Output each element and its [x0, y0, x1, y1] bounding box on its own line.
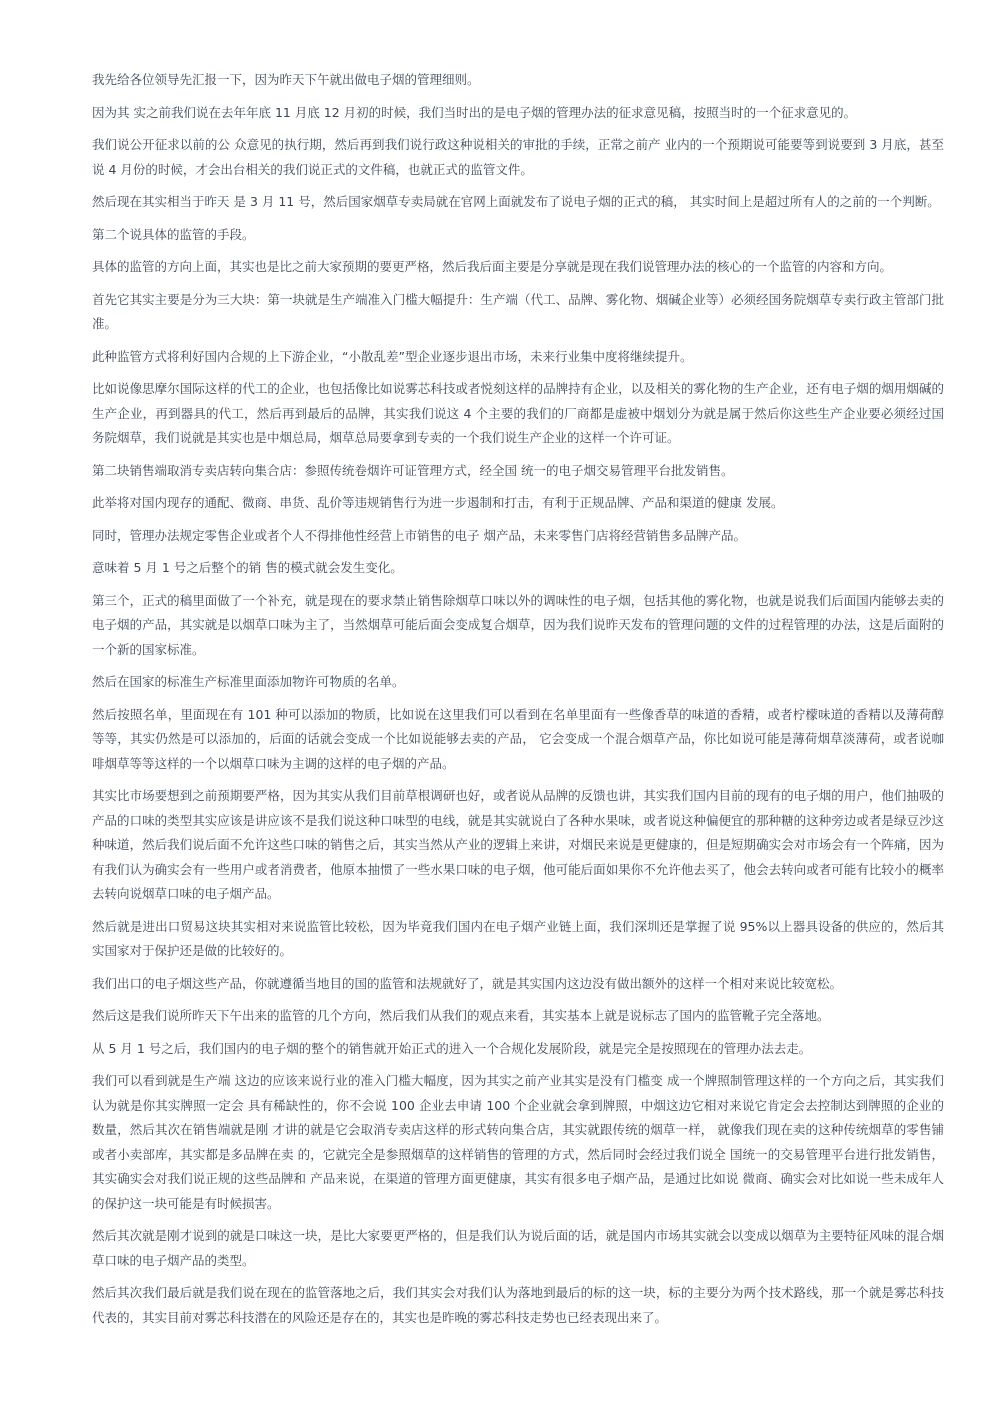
paragraph-21: 从 5 月 1 号之后，我们国内的电子烟的整个的销售就开始正式的进入一个合规化发展阶段，就是完全是按照现在的管理办法去走。: [92, 1040, 812, 1056]
paragraph-17: 其实比市场要想到之前预期要严格，因为其实从我们目前草根调研也好，或者说从品牌的反馈也讲，其实我们国内目前的现有的电子烟的用户，他们抽吸的产品的口味的类型其实应该是讲应该不是我们说这种口味型的电线，就是其实就说白了各种水果味，或者说这种偏便宜的那种糖的这种旁边或者是绿豆沙这种味道，然后我们说后面不允许这些口味的销售之后，其实当然从产业的逻辑上来讲，对烟民来说是更健康的，但是短期确实会对市场会有一个阵痛，因为有我们认为确实会有一些用户或者消费者，他原本抽惯了一些水果口味的电子烟，他可能后面如果你不允许他去买了，他会去转向或者可能有比较小的概率去转向说烟草口味的电子烟产品。: [92, 788, 944, 901]
paragraph-5: 第二个说具体的监管的手段。: [92, 226, 255, 242]
paragraph-8: 此种监管方式将利好国内合规的上下游企业，“小散乱差”型企业逐步退出市场，未来行业集中度将继续提升。: [92, 348, 693, 364]
paragraph-2: 因为其 实之前我们说在去年年底 11 月底 12 月初的时候，我们当时出的是电子烟的管理办法的征求意见稿，按照当时的一个征求意见的。: [92, 104, 857, 120]
paragraph-6: 具体的监管的方向上面，其实也是比之前大家预期的要更严格，然后我后面主要是分享就是现在我们说管理办法的核心的一个监管的内容和方向。: [92, 259, 893, 274]
document-body: [92, 68, 944, 1338]
paragraph-11: 此举将对国内现存的通配、微商、串货、乱价等违规销售行为进一步遏制和打击，有利于正规品牌、产品和渠道的健康 发展。: [92, 495, 784, 510]
paragraph-20: 然后这是我们说所昨天下午出来的监管的几个方向，然后我们从我们的观点来看，其实基本上就是说标志了国内的监管靴子完全落地。: [92, 1008, 830, 1023]
paragraph-1: 我先给各位领导先汇报一下，因为昨天下午就出做电子烟的管理细则。: [92, 72, 480, 87]
paragraph-9: 比如说像思摩尔国际这样的代工的企业，也包括像比如说雾芯科技或者悦刻这样的品牌持有企业，以及相关的雾化物的生产企业，还有电子烟的烟用烟碱的生产企业，再到器具的代工，然后再到最后的品牌，其实我们说这 4 个主要的我们的厂商都是虚被中烟划分为就是属于然后你这些生产企业要必须经过国务院烟草，我们说就是其实也是中烟总局，烟草总局要拿到专卖的一个我们说生产企业的这样一个许可证。: [92, 381, 944, 445]
paragraph-14: 第三个，正式的稿里面做了一个补充，就是现在的要求禁止销售除烟草口味以外的调味性的电子烟，包括其他的雾化物，也就是说我们后面国内能够去卖的电子烟的产品，其实就是以烟草口味为主了，当然烟草可能后面会变成复合烟草，因为我们说昨天发布的管理问题的文件的过程管理的办法，这是后面附的一个新的国家标准。: [92, 592, 944, 657]
paragraph-15: 然后在国家的标准生产标准里面添加物许可物质的名单。: [92, 674, 405, 689]
paragraph-7: 首先它其实主要是分为三大块：第一块就是生产端准入门槛大幅提升：生产端（代工、品牌、雾化物、烟碱企业等）必须经国务院烟草专卖行政主管部门批准。: [92, 291, 944, 331]
paragraph-12: 同时，管理办法规定零售企业或者个人不得排他性经营上市销售的电子 烟产品，未来零售门店将经营销售多品牌产品。: [92, 527, 746, 543]
paragraph-13: 意味着 5 月 1 号之后整个的销 售的模式就会发生变化。: [92, 560, 403, 575]
paragraph-4: 然后现在其实相当于昨天 是 3 月 11 号，然后国家烟草专卖局就在官网上面就发布了说电子烟的正式的稿， 其实时间上是超过所有人的之前的一个判断。: [92, 194, 940, 209]
paragraph-19: 我们出口的电子烟这些产品，你就遵循当地目的国的监管和法规就好了，就是其实国内这边没有做出额外的这样一个相对来说比较宽松。: [92, 975, 843, 991]
paragraph-23: 然后其次就是刚才说到的就是口味这一块，是比大家要更严格的，但是我们认为说后面的话，就是国内市场其实就会以变成以烟草为主要特征风味的混合烟草口味的电子烟产品的类型。: [92, 1228, 944, 1268]
paragraph-10: 第二块销售端取消专卖店转向集合店：参照传统卷烟许可证管理方式，经全国 统一的电子烟交易管理平台批发销售。: [92, 462, 734, 478]
paragraph-3: 我们说公开征求以前的公 众意见的执行期，然后再到我们说行政这种说相关的审批的手续，正常之前产 业内的一个预期说可能要等到说要到 3 月底，甚至说 4 月份的时候，才会出台相关的我们说正式的文件稿，也就正式的监管文件。: [92, 137, 944, 177]
paragraph-16: 然后按照名单，里面现在有 101 种可以添加的物质，比如说在这里我们可以看到在名单里面有一些像香草的味道的香精，或者柠檬味道的香精以及薄荷醇等等，其实仍然是可以添加的，后面的话就会变成一个比如说能够去卖的产品， 它会变成一个混合烟草产品，你比如说可能是薄荷烟草淡薄荷，或者说咖啡烟草等等这样的一个以烟草口味为主调的这样的电子烟的产品。: [92, 706, 944, 771]
paragraph-22: 我们可以看到就是生产端 这边的应该来说行业的准入门槛大幅度，因为其实之前产业其实是没有门槛变 成一个牌照制管理这样的一个方向之后，其实我们认为就是你其实牌照一定会 具有稀缺性的，你不会说 100 企业去申请 100 个企业就会拿到牌照，中烟这边它相对来说它肯定会去控制达到牌照的企业的数量，然后其次在销售端就是刚 才讲的就是它会取消专卖店这样的形式转向集合店，其实就跟传统的烟草一样， 就像我们现在卖的这种传统烟草的零售铺或者小卖部库，其实都是多品牌在卖 的，它就完全是参照烟草的这样销售的管理的方式，然后同时会经过我们说全 国统一的交易管理平台进行批发销售，其实确实会对我们说正规的这些品牌和 产品来说，在渠道的管理方面更健康，其实有很多电子烟产品，是通过比如说 微商、确实会对比如说一些未成年人的保护这一块可能是有时候损害。: [92, 1073, 944, 1211]
paragraph-18: 然后就是进出口贸易这块其实相对来说监管比较松，因为毕竟我们国内在电子烟产业链上面，我们深圳还是掌握了说 95%以上器具设备的供应的，然后其实国家对于保护还是做的比较好的。: [92, 918, 944, 958]
paragraph-24: 然后其次我们最后就是我们说在现在的监管落地之后，我们其实会对我们认为落地到最后的标的这一块，标的主要分为两个技术路线，那一个就是雾芯科技代表的，其实目前对雾芯科技潜在的风险还是存在的，其实也是昨晚的雾芯科技走势也已经表现出来了。: [92, 1285, 944, 1325]
